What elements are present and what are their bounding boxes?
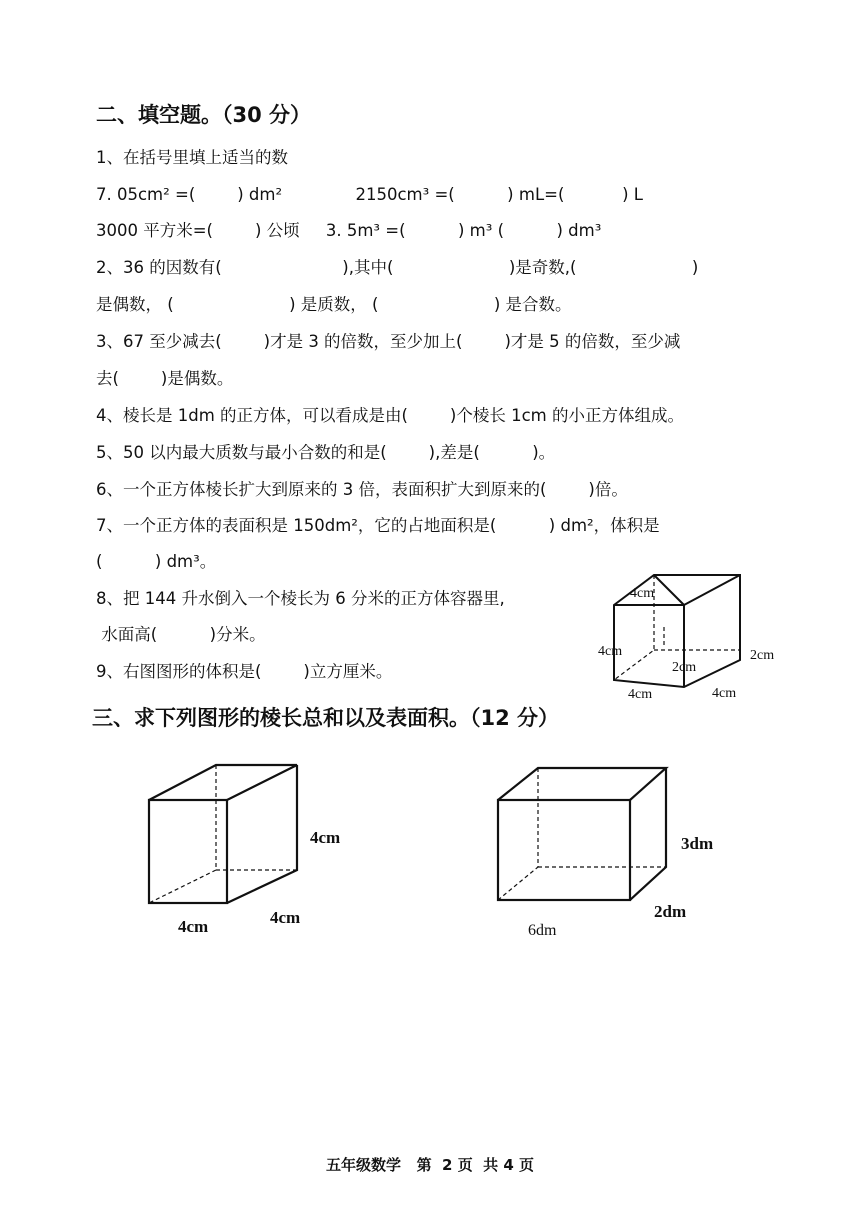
question-9: 9、右图图形的体积是( )立方厘米。 [96, 662, 393, 681]
question-8-line-1: 8、把 144 升水倒入一个棱长为 6 分米的正方体容器里, [96, 589, 505, 608]
question-8-line-2: 水面高( )分米。 [96, 625, 266, 644]
page-footer: 五年级数学 第 2 页 共 4 页 [325, 1156, 535, 1174]
question-1-title: 1、在括号里填上适当的数 [96, 148, 288, 167]
label-top-4cm: 4cm [630, 586, 655, 601]
question-1-row-1: 7. 05cm² =( ) dm² 2150cm³ =( ) mL=( ) L [96, 185, 643, 204]
question-6: 6、一个正方体棱长扩大到原来的 3 倍，表面积扩大到原来的( )倍。 [96, 480, 628, 499]
question-7-line-1: 7、一个正方体的表面积是 150dm²，它的占地面积是( ) dm²，体积是 [96, 516, 660, 535]
cuboid-figure [488, 755, 728, 945]
section-3-heading: 三、求下列图形的棱长总和以及表面积。（12 分） [92, 706, 560, 730]
cube-figure [140, 755, 360, 945]
label-inner-2cm: 2cm [672, 660, 697, 675]
label-left-4cm: 4cm [598, 644, 623, 659]
question-1-row-2: 3000 平方米=( ) 公顷 3. 5m³ =( ) m³ ( ) dm³ [96, 221, 602, 240]
cuboid-width-label: 2dm [654, 902, 687, 921]
label-bottom-left-4cm: 4cm [628, 687, 653, 702]
cuboid-height-label: 3dm [681, 834, 714, 853]
question-3-line-2: 去( )是偶数。 [96, 369, 234, 388]
label-bottom-right-4cm: 4cm [712, 686, 737, 701]
composite-solid-figure [590, 565, 790, 710]
section-2-heading: 二、填空题。（30 分） [96, 103, 312, 127]
question-7-line-2: ( ) dm³。 [96, 552, 217, 571]
cube-height-label: 4cm [310, 828, 341, 847]
question-3-line-1: 3、67 至少减去( )才是 3 的倍数，至少加上( )才是 5 的倍数，至少减 [96, 332, 681, 351]
cuboid-length-label: 6dm [528, 922, 557, 939]
question-2-line-2: 是偶数， ( ) 是质数， ( ) 是合数。 [96, 295, 572, 314]
cuboid-front-face [498, 800, 630, 900]
cube-hidden-edges [149, 765, 216, 903]
cube-front-face [149, 800, 227, 903]
cuboid-hidden-edges [498, 768, 538, 900]
cube-width-label: 4cm [270, 908, 301, 927]
question-4: 4、棱长是 1dm 的正方体，可以看成是由( )个棱长 1cm 的小正方体组成。 [96, 406, 684, 425]
question-2-line-1: 2、36 的因数有( ),其中( )是奇数,( ) [96, 258, 699, 277]
question-5: 5、50 以内最大质数与最小合数的和是( ),差是( )。 [96, 443, 556, 462]
cube-length-label: 4cm [178, 917, 209, 936]
label-right-2cm: 2cm [750, 648, 775, 663]
